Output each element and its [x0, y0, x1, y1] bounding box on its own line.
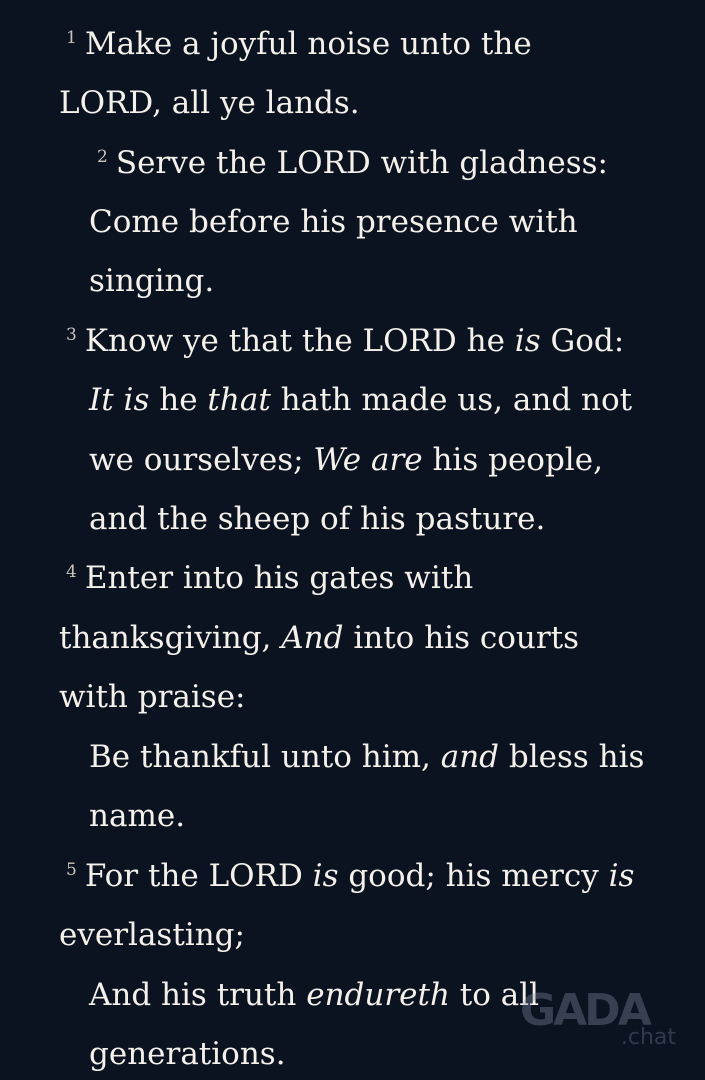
verse-4-line-5 — [89, 786, 185, 846]
verse-4-line-3 — [59, 667, 245, 727]
verse-2-line-2 — [89, 192, 578, 252]
verse-2-text-b: Come before his presence with — [89, 204, 578, 240]
verse-3-line-2 — [89, 370, 632, 430]
verse-3-italic-2a: It is — [89, 382, 150, 418]
verse-3-line-1 — [66, 311, 624, 371]
verse-5-line-2 — [59, 905, 245, 965]
verse-4-text-4a: Be thankful unto him, — [89, 739, 441, 775]
watermark — [520, 985, 690, 1065]
verse-5-text-3c: to all — [449, 977, 540, 1013]
verse-2-text-a: Serve the LORD with gladness: — [115, 145, 608, 181]
verse-3-text-1c: God: — [540, 323, 625, 359]
verse-3-italic-3b: We are — [313, 442, 423, 478]
verse-4-text-2c: into his courts — [343, 620, 580, 656]
verse-4-text-3: with praise: — [59, 679, 246, 715]
verse-3-italic-2c: that — [207, 382, 271, 418]
verse-4-text-1: Enter into his gates with — [84, 560, 474, 596]
watermark-logo: GADA — [520, 985, 649, 1036]
verse-5-text-4: generations. — [89, 1036, 286, 1072]
verse-2-line-1 — [97, 133, 608, 193]
verse-3-text-3a: we ourselves; — [89, 442, 314, 478]
verse-5-italic-1d: is — [608, 858, 635, 894]
verse-5-line-1 — [66, 846, 634, 906]
verse-2-text-c: singing. — [89, 263, 215, 299]
verse-4-line-1 — [66, 548, 473, 608]
verse-number-5: 5 — [66, 859, 77, 880]
verse-1-text-a: Make a joyful noise unto the — [84, 26, 532, 62]
verse-1-line-2 — [59, 73, 360, 133]
verse-4-line-2 — [59, 608, 579, 668]
verse-3-text-3c: his people, — [422, 442, 603, 478]
verse-4-italic-2b: And — [281, 620, 344, 656]
verse-5-italic-3b: endureth — [306, 977, 450, 1013]
verse-3-italic-1: is — [514, 323, 541, 359]
verse-3-text-2b: he — [149, 382, 208, 418]
verse-4-line-4 — [89, 727, 644, 787]
verse-3-text-4: and the sheep of his pasture. — [89, 501, 546, 537]
verse-4-text-2a: thanksgiving, — [59, 620, 282, 656]
verse-3-line-3 — [89, 430, 603, 490]
verse-2-line-3 — [89, 251, 214, 311]
verse-1-text-b: LORD, all ye lands. — [59, 85, 360, 121]
watermark-sub: .chat — [620, 1025, 676, 1050]
verse-5-text-1a: For the LORD — [84, 858, 313, 894]
verse-5-text-1c: good; his mercy — [338, 858, 609, 894]
verse-3-text-2d: hath made us, and not — [270, 382, 633, 418]
verse-4-text-5: name. — [89, 798, 186, 834]
verse-5-text-2: everlasting; — [59, 917, 245, 953]
verse-number-3: 3 — [66, 324, 77, 345]
verse-1-line-1 — [66, 14, 532, 74]
verse-5-line-4 — [89, 1024, 286, 1080]
verse-number-2: 2 — [97, 146, 108, 167]
verse-5-line-3 — [89, 965, 539, 1025]
verse-3-line-4 — [89, 489, 545, 549]
verse-5-italic-1b: is — [312, 858, 339, 894]
verse-3-text-1a: Know ye that the LORD he — [84, 323, 515, 359]
verse-5-text-3a: And his truth — [89, 977, 307, 1013]
verse-4-italic-4b: and — [440, 739, 500, 775]
verse-number-1: 1 — [66, 27, 77, 48]
verse-number-4: 4 — [66, 561, 77, 582]
verse-4-text-4c: bless his — [499, 739, 645, 775]
